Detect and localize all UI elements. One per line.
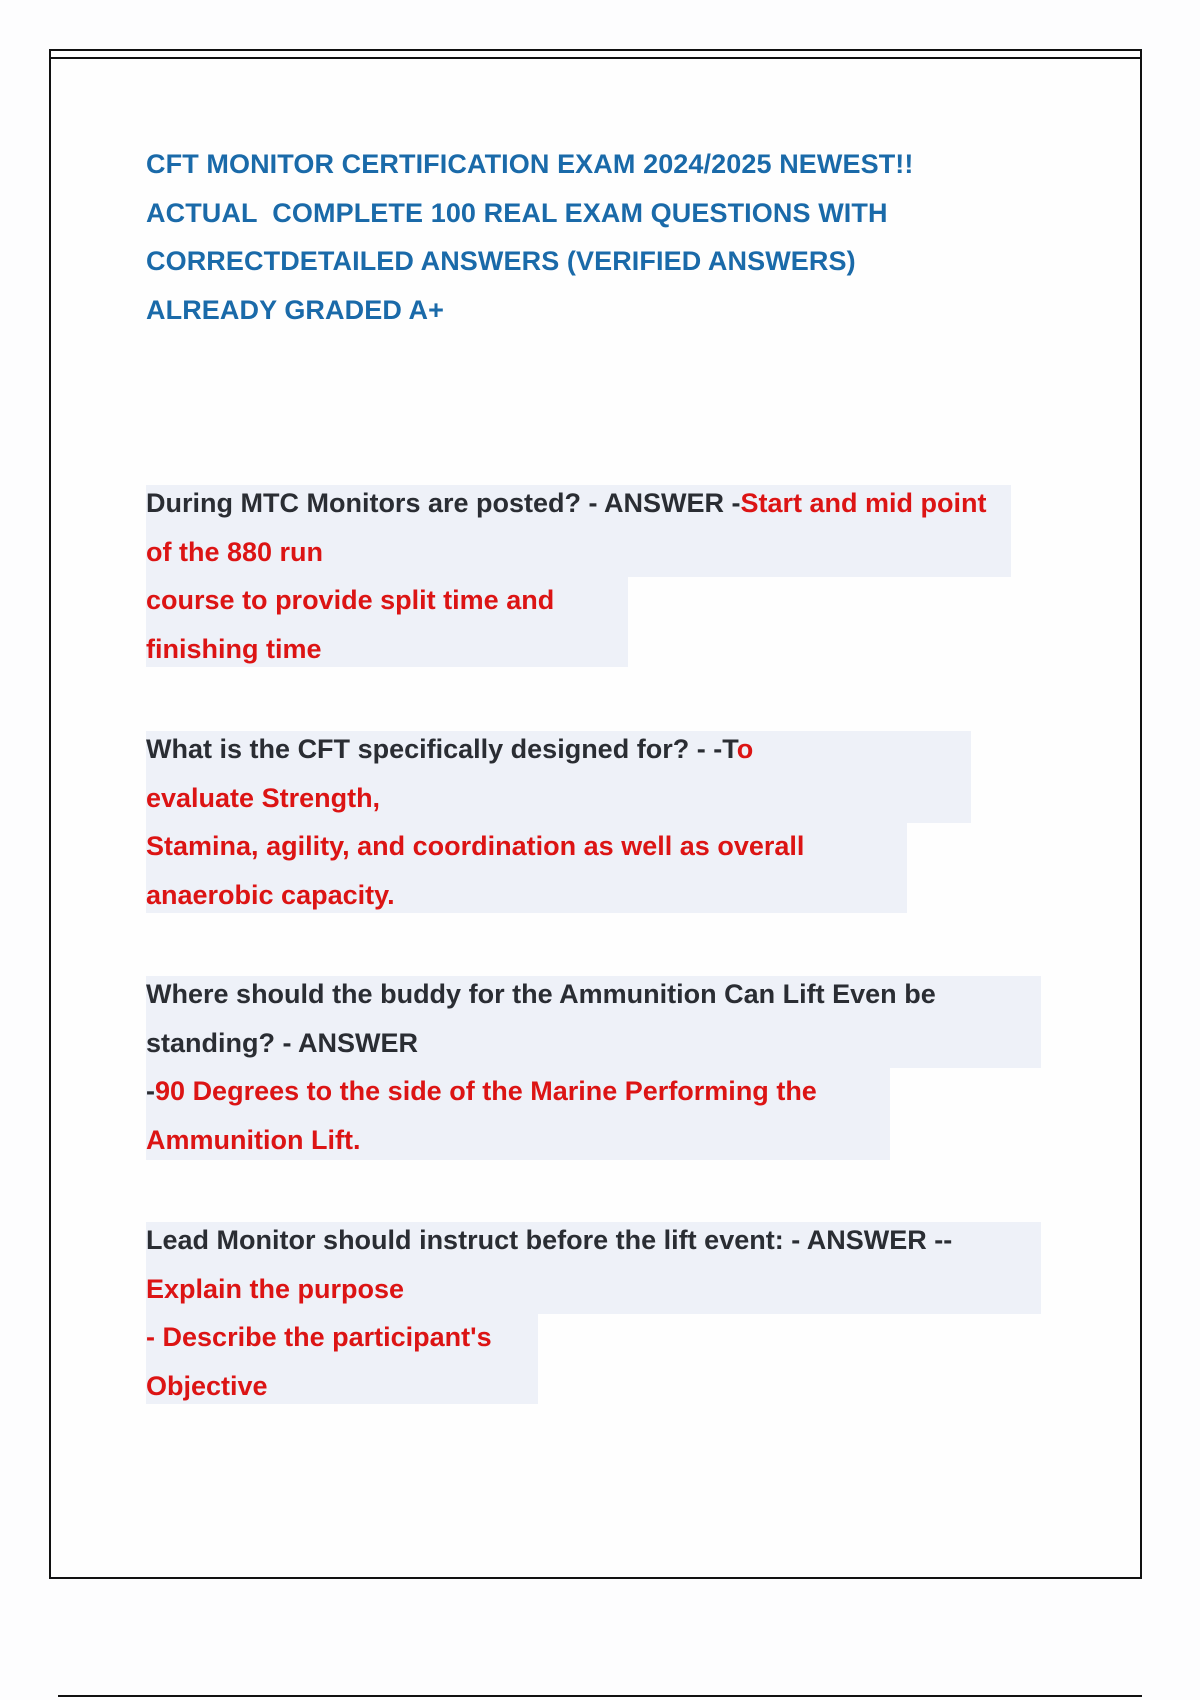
qa-item-2: [146, 725, 971, 920]
document-title: [146, 140, 1046, 334]
answer-text: finishing time: [146, 634, 322, 665]
answer-text-justified: - Describe the participant's: [146, 1322, 492, 1353]
question-text: standing? - ANSWER: [146, 1027, 418, 1058]
title-line: ACTUAL COMPLETE 100 REAL EXAM QUESTIONS WITH: [146, 197, 888, 228]
qa-1-line-1: [146, 479, 1011, 528]
answer-text: anaerobic capacity.: [146, 880, 395, 911]
qa-item-4: [146, 1216, 1041, 1411]
title-line: ALREADY GRADED A+: [146, 294, 444, 325]
qa-item-1: [146, 479, 1011, 674]
answer-text: Objective: [146, 1371, 268, 1402]
footer-rule: [58, 1695, 1142, 1697]
answer-text: Ammunition Lift.: [146, 1125, 361, 1156]
title-line: CFT MONITOR CERTIFICATION EXAM 2024/2025 NEWEST!!: [146, 149, 914, 179]
question-text: During MTC Monitors are posted? - ANSWER -: [146, 488, 741, 518]
qa-item-3: [146, 970, 1041, 1165]
answer-text: Start and mid point: [740, 488, 987, 518]
answer-text-justified: course to provide split time and: [146, 585, 555, 616]
qa-3-line-1: Where should the buddy for the Ammunition Can Lift Even be: [146, 979, 936, 1009]
qa-2-line-1: What is the CFT specifically designed for? - -To: [146, 734, 754, 764]
answer-text: evaluate Strength,: [146, 782, 381, 813]
title-line: CORRECTDETAILED ANSWERS (VERIFIED ANSWERS): [146, 246, 856, 276]
answer-text-justified: Stamina, agility, and coordination as well as overall: [146, 831, 805, 862]
answer-text: of the 880 run: [146, 536, 324, 567]
answer-text: Explain the purpose: [146, 1273, 405, 1304]
page-border-double-line: [49, 57, 1142, 59]
answer-text-justified: -90 Degrees to the side of the Marine Performing the: [146, 1076, 817, 1107]
qa-4-line-1: Lead Monitor should instruct before the lift event: - ANSWER --: [146, 1225, 953, 1255]
